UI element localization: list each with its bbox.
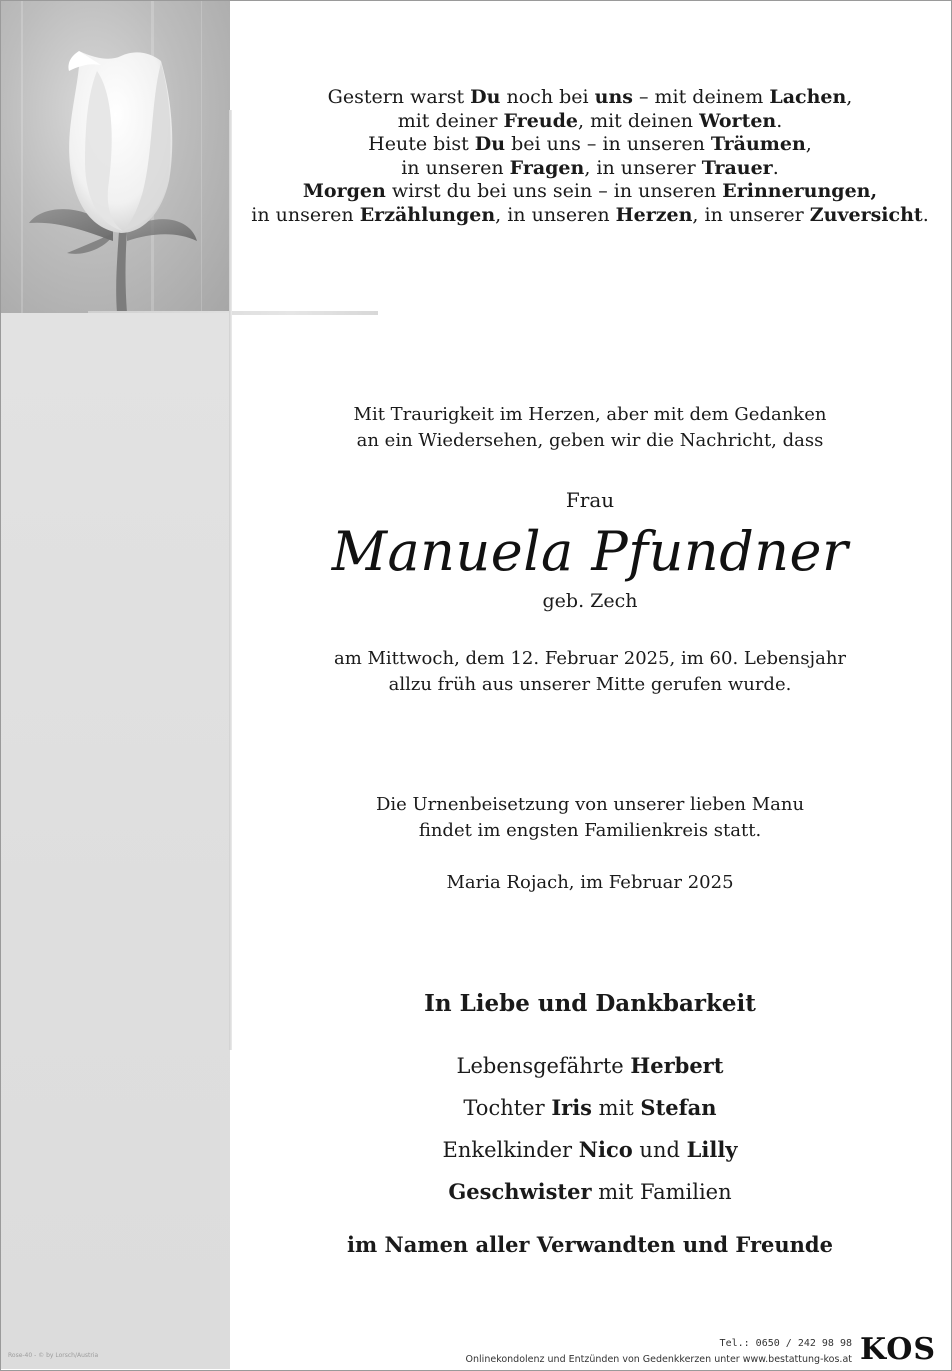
poem-segment: Heute bist	[368, 133, 475, 155]
burial-line-1: Die Urnenbeisetzung von unserer lieben Manu	[375, 794, 805, 815]
poem-segment: in unseren	[251, 203, 360, 226]
burial-line-2: findet im engsten Familienkreis statt.	[418, 820, 762, 841]
intro-text	[240, 402, 940, 454]
poem-segment: ,	[846, 86, 853, 108]
poem-segment: Herzen	[615, 203, 693, 226]
death-text	[240, 646, 940, 698]
burial-text	[240, 792, 940, 844]
poem-segment: Träumen	[710, 133, 806, 155]
side-panel-edge	[229, 110, 232, 1050]
poem-segment: , in unseren	[495, 203, 616, 226]
family-list	[240, 1045, 940, 1213]
poem-segment: Du	[474, 133, 506, 155]
family-member-segment: Enkelkinder	[442, 1138, 579, 1162]
poem-segment: Freude	[503, 109, 578, 132]
family-member-segment: mit Familien	[591, 1180, 732, 1204]
kos-logo: KOS	[860, 1332, 937, 1367]
rose-icon	[1, 1, 230, 313]
family-member-segment: Lebensgefährte	[456, 1054, 631, 1078]
photo-credit: Rose-40 - © by Lorsch/Austria	[8, 1352, 99, 1359]
poem-segment: Zuversicht	[809, 203, 923, 226]
poem-segment: Lachen	[769, 86, 847, 108]
poem-segment: .	[776, 109, 783, 132]
side-panel	[1, 313, 230, 1369]
phone-number: Tel.: 0650 / 242 98 98	[719, 1338, 852, 1349]
poem-segment: Fragen	[509, 156, 585, 179]
poem-segment: ,	[805, 133, 812, 155]
closing-line: im Namen aller Verwandten und Freunde	[347, 1232, 833, 1257]
poem-line	[240, 204, 940, 228]
poem	[240, 86, 940, 227]
poem-segment: Morgen	[302, 180, 386, 202]
poem-segment: Trauer	[701, 156, 773, 179]
family-member-segment: und	[632, 1138, 687, 1162]
family-member-segment: Stefan	[640, 1095, 717, 1120]
family-member-line	[240, 1087, 940, 1129]
death-line-2: allzu früh aus unserer Mitte gerufen wurde.	[388, 674, 792, 695]
poem-segment: uns	[594, 86, 633, 108]
family-member-segment: Lilly	[686, 1137, 738, 1162]
poem-segment: Erinnerungen,	[722, 180, 878, 202]
family-member-line	[240, 1129, 940, 1171]
poem-segment: Du	[470, 86, 501, 108]
death-line-1: am Mittwoch, dem 12. Februar 2025, im 60. Lebensjahr	[333, 648, 847, 669]
salutation: Frau	[565, 488, 615, 512]
poem-segment: in unseren	[401, 156, 510, 179]
poem-line	[240, 86, 940, 110]
poem-segment: Gestern warst	[327, 86, 471, 108]
poem-segment: , in unserer	[584, 156, 702, 179]
poem-segment: Erzählungen	[359, 203, 496, 226]
place-date: Maria Rojach, im Februar 2025	[446, 872, 734, 893]
maiden-name: geb. Zech	[542, 590, 638, 612]
poem-segment: , in unserer	[692, 203, 810, 226]
poem-segment: .	[922, 203, 929, 226]
deceased-name: Manuela Pfundner	[331, 520, 849, 583]
family-member-segment: Tochter	[463, 1096, 552, 1120]
family-member-segment: Herbert	[630, 1053, 724, 1078]
intro-line-2: an ein Wiedersehen, geben wir die Nachricht, dass	[356, 430, 824, 451]
poem-segment: .	[772, 156, 779, 179]
poem-segment: wirst du bei uns sein – in unseren	[385, 180, 723, 202]
poem-segment: mit deiner	[397, 109, 504, 132]
poem-segment: noch bei	[500, 86, 595, 108]
poem-segment: , mit deinen	[578, 109, 700, 132]
intro-line-1: Mit Traurigkeit im Herzen, aber mit dem Gedanken	[353, 404, 827, 425]
poem-segment: – mit deinem	[632, 86, 770, 108]
family-member-segment: mit	[592, 1096, 641, 1120]
love-heading: In Liebe und Dankbarkeit	[424, 990, 756, 1017]
family-member-segment: Iris	[551, 1095, 592, 1120]
poem-line	[240, 110, 940, 134]
family-member-segment: Nico	[578, 1137, 633, 1162]
family-member-line	[240, 1171, 940, 1213]
online-condolence-text: Onlinekondolenz und Entzünden von Gedenkkerzen unter www.bestattung-kos.at	[465, 1354, 852, 1365]
poem-segment: bei uns – in unseren	[505, 133, 711, 155]
family-member-line	[240, 1045, 940, 1087]
poem-line	[240, 157, 940, 181]
white-rose-image	[1, 1, 230, 313]
poem-line	[240, 180, 940, 204]
poem-segment: Worten	[699, 109, 777, 132]
poem-line	[240, 133, 940, 157]
family-member-segment: Geschwister	[448, 1179, 592, 1204]
